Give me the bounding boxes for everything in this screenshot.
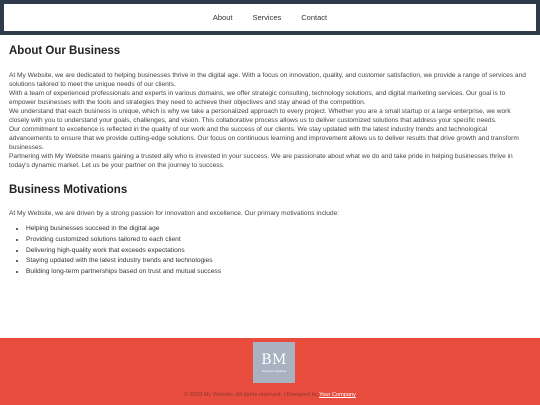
- nav-link-services[interactable]: Services: [252, 12, 282, 22]
- list-item: • Delivering high-quality work that exceeds expectations: [26, 246, 531, 257]
- about-paragraph: We understand that each business is unique, which is why we take a personalized approach to every project. Whether you are a small startup or a large enterprise, we work closely with you to understand your goals, challenges, and vision. This collaborative process allows us to deliver customized solutions that address your specific needs.: [9, 108, 511, 124]
- about-paragraph: Partnering with My Website means gaining a trusted ally who is invested in your success. We are passionate about what we do and take pride in helping businesses thrive in today's dynamic market. Let us be your partner on the journey to success.: [9, 153, 513, 169]
- about-text: [9, 71, 531, 170]
- list-item: • Helping businesses succeed in the digital age: [26, 224, 531, 235]
- company-link[interactable]: Your Company: [319, 392, 356, 398]
- company-logo: [253, 342, 295, 383]
- main-content: [0, 45, 540, 278]
- about-paragraph: At My Website, we are dedicated to helping businesses thrive in the digital age. With a focus on innovation, quality, and customer satisfaction, we provide a range of services and solutions tailored to meet the unique needs of our clients.: [9, 72, 526, 88]
- site-footer: [0, 338, 540, 405]
- logo-tagline: business solutions: [261, 369, 287, 373]
- nav-link-about[interactable]: About: [212, 12, 233, 22]
- top-navigation: [0, 0, 540, 35]
- motivations-heading: Business Motivations: [9, 184, 128, 196]
- about-paragraph: Our commitment to excellence is reflected in the quality of our work and the success of our clients. We stay updated with the latest industry trends and technological advancements to ensure that we provide cutting-edge solutions. Our focus on continuous learning and improvement allows us to deliver results that drive growth and transform businesses.: [9, 126, 519, 151]
- about-heading: About Our Business: [9, 45, 121, 57]
- list-item: • Building long-term partnerships based on trust and mutual success: [26, 267, 531, 278]
- logo-monogram: BM: [261, 352, 287, 368]
- about-paragraph: With a team of experienced professionals and experts in various domains, we offer strategic consulting, technology solutions, and digital marketing services. Our goal is to empower businesses with the tools and strategies they need to achieve their objectives and stay ahead of the competition.: [9, 90, 506, 106]
- nav-link-contact[interactable]: Contact: [301, 12, 328, 22]
- list-item: • Staying updated with the latest industry trends and technologies: [26, 256, 531, 267]
- motivations-list: [9, 224, 531, 278]
- copyright-text: [0, 392, 540, 398]
- copyright-label: © 2023 My Website. All rights reserved. | Designed by: [184, 392, 320, 398]
- motivations-intro: At My Website, we are driven by a strong passion for innovation and excellence. Our primary motivations include:: [9, 210, 340, 217]
- list-item: • Providing customized solutions tailored to each client: [26, 235, 531, 246]
